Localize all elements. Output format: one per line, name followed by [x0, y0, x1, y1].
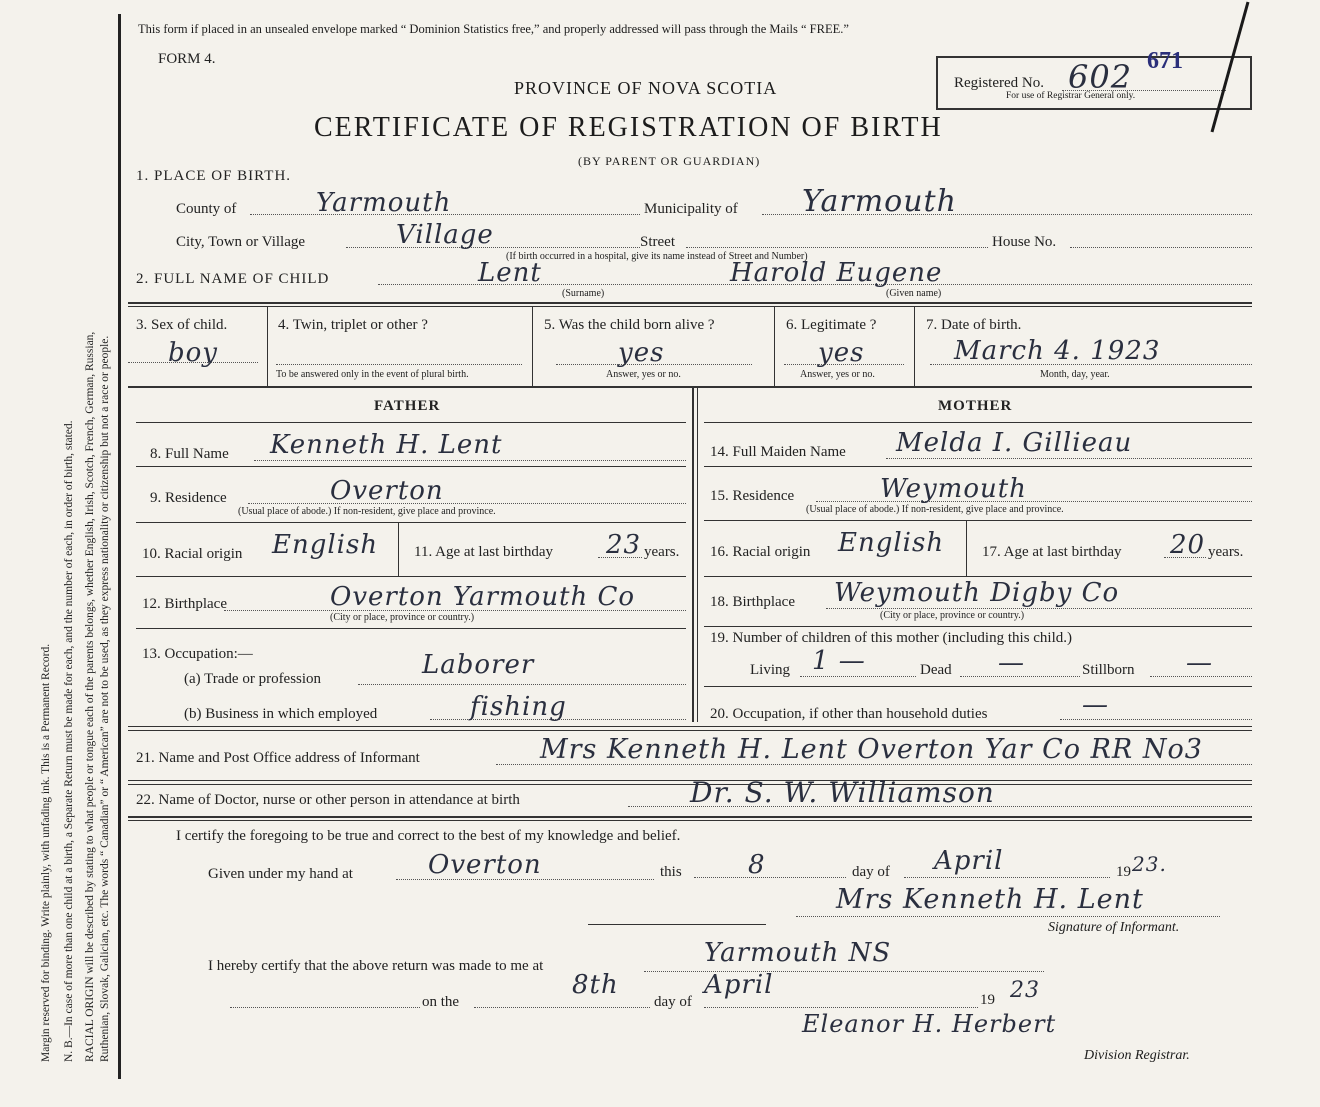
- children-count-label: 19. Number of children of this mother (including this child.): [710, 630, 1073, 646]
- born-alive-caption: Answer, yes or no.: [606, 369, 681, 380]
- form-number: FORM 4.: [158, 51, 216, 67]
- mother-occupation-value: —: [1082, 690, 1109, 720]
- given-day-value: 8: [748, 850, 766, 880]
- informant-value: Mrs Kenneth H. Lent Overton Yar Co RR No3: [540, 734, 1203, 765]
- stillborn-label: Stillborn: [1082, 662, 1135, 678]
- place-of-birth-heading: 1. PLACE OF BIRTH.: [136, 168, 292, 184]
- this-label: this: [660, 864, 682, 880]
- mother-abode-note: (Usual place of abode.) If non-resident, give place and province.: [806, 504, 1064, 515]
- house-number-label: House No.: [992, 234, 1057, 250]
- date-of-birth-label: 7. Date of birth.: [926, 317, 1022, 333]
- registrar-place-value: Yarmouth NS: [704, 938, 892, 968]
- certificate-title: CERTIFICATE OF REGISTRATION OF BIRTH: [314, 112, 943, 143]
- father-age-value: 23: [606, 530, 642, 560]
- margin-note-4: Ruthenian, Slovak, Galician, etc. The words “ Canadian” or “ American” are not to be used, as they express nationality or citizenship but not a race or people.: [99, 335, 111, 1062]
- registered-label: Registered No.: [954, 75, 1044, 91]
- legitimate-caption: Answer, yes or no.: [800, 369, 875, 380]
- father-abode-note: (Usual place of abode.) If non-resident, give place and province.: [238, 506, 496, 517]
- binding-margin-rule: [118, 14, 121, 1079]
- doctor-value: Dr. S. W. Williamson: [690, 776, 995, 809]
- father-age-label: 11. Age at last birthday: [414, 544, 553, 560]
- legitimate-label: 6. Legitimate ?: [786, 317, 877, 333]
- twin-label: 4. Twin, triplet or other ?: [278, 317, 428, 333]
- stillborn-value: —: [1186, 648, 1213, 678]
- father-heading: FATHER: [374, 398, 441, 414]
- sex-label: 3. Sex of child.: [136, 317, 228, 333]
- father-racial-origin-label: 10. Racial origin: [142, 546, 243, 562]
- certificate-subtitle: (BY PARENT OR GUARDIAN): [578, 154, 761, 168]
- registered-stamp: 671: [1147, 48, 1183, 74]
- registrar-month-value: April: [704, 970, 774, 1000]
- informant-signature-caption: Signature of Informant.: [1048, 920, 1180, 935]
- father-business-value: fishing: [470, 692, 567, 722]
- father-occupation-label: 13. Occupation:—: [142, 646, 253, 662]
- mother-birthplace-caption: (City or place, province or country.): [880, 610, 1025, 621]
- father-business-label: (b) Business in which employed: [184, 706, 378, 722]
- city-town-village-label: City, Town or Village: [176, 234, 306, 250]
- city-value: Village: [396, 220, 494, 250]
- legitimate-value: yes: [818, 338, 865, 368]
- registrar-signature-caption: Division Registrar.: [1084, 1048, 1190, 1063]
- county-value: Yarmouth: [316, 188, 452, 218]
- margin-note-2: N. B.—In case of more than one child at a birth, a Separate Return must be made for each, and the number of each, in order of birth, stated.: [63, 420, 75, 1062]
- given-under-label: Given under my hand at: [208, 866, 353, 882]
- given-year-prefix: 19: [1116, 864, 1131, 880]
- informant-label: 21. Name and Post Office address of Informant: [136, 750, 420, 766]
- registrar-on-the-label: on the: [422, 994, 460, 1010]
- father-trade-label: (a) Trade or profession: [184, 671, 322, 687]
- day-of-label: day of: [852, 864, 890, 880]
- mother-racial-origin-label: 16. Racial origin: [710, 544, 811, 560]
- twin-note: To be answered only in the event of plural birth.: [276, 369, 469, 380]
- county-label: County of: [176, 201, 237, 217]
- mother-name-label: 14. Full Maiden Name: [710, 444, 846, 460]
- municipality-label: Municipality of: [644, 201, 738, 217]
- father-name-value: Kenneth H. Lent: [270, 430, 503, 460]
- mailing-notice: This form if placed in an unsealed envelope marked “ Dominion Statistics free,” and properly addressed will pass through the Mails “ FREE.”: [138, 22, 849, 36]
- father-birthplace-value: Overton Yarmouth Co: [330, 582, 636, 612]
- mother-years-label: years.: [1208, 544, 1244, 560]
- mother-birthplace-value: Weymouth Digby Co: [834, 578, 1120, 608]
- registrar-day-of-label: day of: [654, 994, 692, 1010]
- sex-value: boy: [168, 338, 218, 368]
- registered-number: 602: [1068, 58, 1133, 96]
- province-heading: PROVINCE OF NOVA SCOTIA: [514, 78, 778, 98]
- living-value: 1 —: [812, 646, 866, 676]
- living-label: Living: [750, 662, 790, 678]
- dead-value: —: [998, 648, 1025, 678]
- mother-heading: MOTHER: [938, 398, 1013, 414]
- street-label: Street: [640, 234, 675, 250]
- registrar-statement: I hereby certify that the above return was made to me at: [208, 958, 544, 974]
- mother-age-label: 17. Age at last birthday: [982, 544, 1122, 560]
- surname-caption: (Surname): [562, 288, 605, 299]
- informant-signature: Mrs Kenneth H. Lent: [836, 884, 1144, 915]
- father-residence-label: 9. Residence: [150, 490, 227, 506]
- mother-birthplace-label: 18. Birthplace: [710, 594, 795, 610]
- registrar-year-value: 23: [1010, 978, 1040, 1003]
- margin-note-3: RACIAL ORIGIN will be described by stating to what people or tongue each of the parents belongs, whether English, Irish, Scotch, French, German, Russian,: [84, 331, 96, 1062]
- mother-name-value: Melda I. Gillieau: [896, 428, 1133, 458]
- given-place-value: Overton: [428, 850, 542, 880]
- father-racial-origin-value: English: [272, 530, 379, 560]
- date-of-birth-caption: Month, day, year.: [1040, 369, 1110, 380]
- mother-occupation-label: 20. Occupation, if other than household duties: [710, 706, 988, 722]
- father-birthplace-label: 12. Birthplace: [142, 596, 227, 612]
- registrar-use-note: For use of Registrar General only.: [1006, 91, 1136, 101]
- mother-residence-value: Weymouth: [880, 474, 1027, 504]
- hospital-note: (If birth occurred in a hospital, give its name instead of Street and Number): [506, 251, 808, 262]
- given-month-value: April: [934, 846, 1004, 876]
- child-name-label: 2. FULL NAME OF CHILD: [136, 271, 330, 287]
- given-year-value: 23.: [1132, 852, 1167, 876]
- born-alive-value: yes: [618, 338, 665, 368]
- mother-racial-origin-value: English: [838, 528, 945, 558]
- mother-age-value: 20: [1170, 530, 1206, 560]
- municipality-value: Yarmouth: [802, 184, 957, 219]
- margin-note-1: Margin reserved for binding. Write plainly, with unfading ink. This is a Permanent Record.: [40, 643, 52, 1062]
- registrar-day-value: 8th: [572, 970, 619, 1000]
- father-trade-value: Laborer: [422, 650, 535, 680]
- born-alive-label: 5. Was the child born alive ?: [544, 317, 715, 333]
- child-surname: Lent: [478, 258, 542, 288]
- father-name-label: 8. Full Name: [150, 446, 229, 462]
- mother-residence-label: 15. Residence: [710, 488, 795, 504]
- certification-statement: I certify the foregoing to be true and correct to the best of my knowledge and belief.: [176, 828, 681, 844]
- father-birthplace-caption: (City or place, province or country.): [330, 612, 475, 623]
- given-name-caption: (Given name): [886, 288, 942, 299]
- registrar-signature: Eleanor H. Herbert: [802, 1010, 1057, 1038]
- father-years-label: years.: [644, 544, 680, 560]
- father-residence-value: Overton: [330, 476, 444, 506]
- registrar-year-prefix: 19: [980, 992, 995, 1008]
- date-of-birth-value: March 4. 1923: [954, 336, 1161, 366]
- child-given-names: Harold Eugene: [730, 258, 943, 288]
- doctor-label: 22. Name of Doctor, nurse or other person in attendance at birth: [136, 792, 520, 808]
- dead-label: Dead: [920, 662, 952, 678]
- registration-pen-stroke: [1200, 0, 1260, 140]
